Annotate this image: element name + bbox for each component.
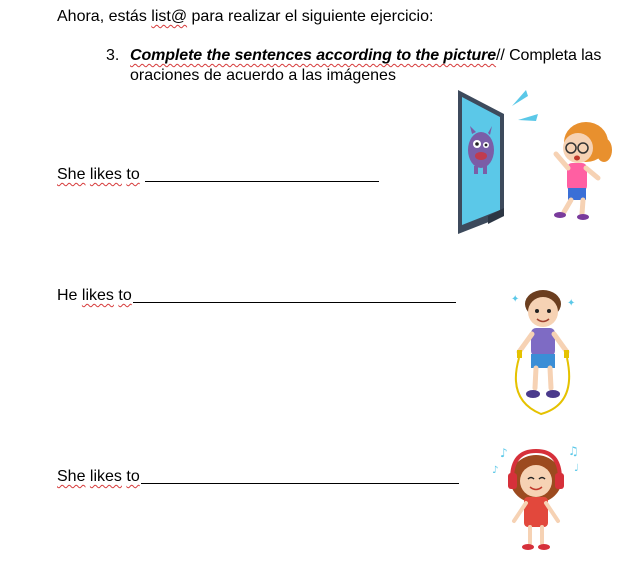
instruction-line2: oraciones de acuerdo a las imágenes (130, 67, 396, 84)
sentence-2 (57, 287, 132, 305)
sentence-2-word-1: He (57, 287, 78, 304)
instruction-bold: Complete the sentences according to the picture (130, 47, 497, 64)
music-note-icon: ♩ (574, 463, 579, 474)
intro-text-before: Ahora, estás (57, 8, 152, 25)
spark-icon (518, 114, 538, 121)
music-note-icon: ♫ (568, 444, 579, 458)
sentence-3-word-3: to (126, 468, 140, 485)
boy-jumping-rope-picture (503, 280, 583, 420)
spark-icon (512, 90, 528, 106)
answer-blank-2[interactable] (133, 302, 456, 303)
intro-line (57, 8, 433, 26)
sweat-drop-icon: ✦ (511, 294, 520, 305)
sentence-2-word-2: likes (81, 287, 114, 304)
sentence-3 (57, 468, 140, 486)
sweat-drop-icon: ✦ (567, 298, 576, 309)
intro-word: list@ (151, 8, 188, 25)
sentence-2-word-3: to (118, 287, 132, 304)
answer-blank-3[interactable] (141, 483, 459, 484)
music-note-icon: ♪ (500, 446, 508, 460)
sentence-1-word-1: She (57, 166, 86, 183)
girl-with-headphones-icon (508, 451, 564, 550)
girl-music-picture (488, 443, 588, 555)
sentence-3-word-1: She (57, 468, 86, 485)
tv-monster-girl-picture (446, 88, 626, 238)
sentence-3-word-2: likes (89, 468, 122, 485)
answer-blank-1[interactable] (145, 181, 379, 182)
instruction-line1 (130, 47, 601, 65)
girl-icon (554, 122, 612, 220)
instruction-rest: // Completa las (496, 47, 602, 64)
sentence-1 (57, 166, 140, 184)
sentence-1-word-3: to (126, 166, 140, 183)
intro-text-after: para realizar el siguiente ejercicio: (187, 8, 434, 25)
instruction-number: 3. (106, 47, 120, 64)
boy-icon (517, 290, 569, 398)
music-note-icon: ♪ (492, 465, 499, 476)
sentence-1-word-2: likes (89, 166, 122, 183)
